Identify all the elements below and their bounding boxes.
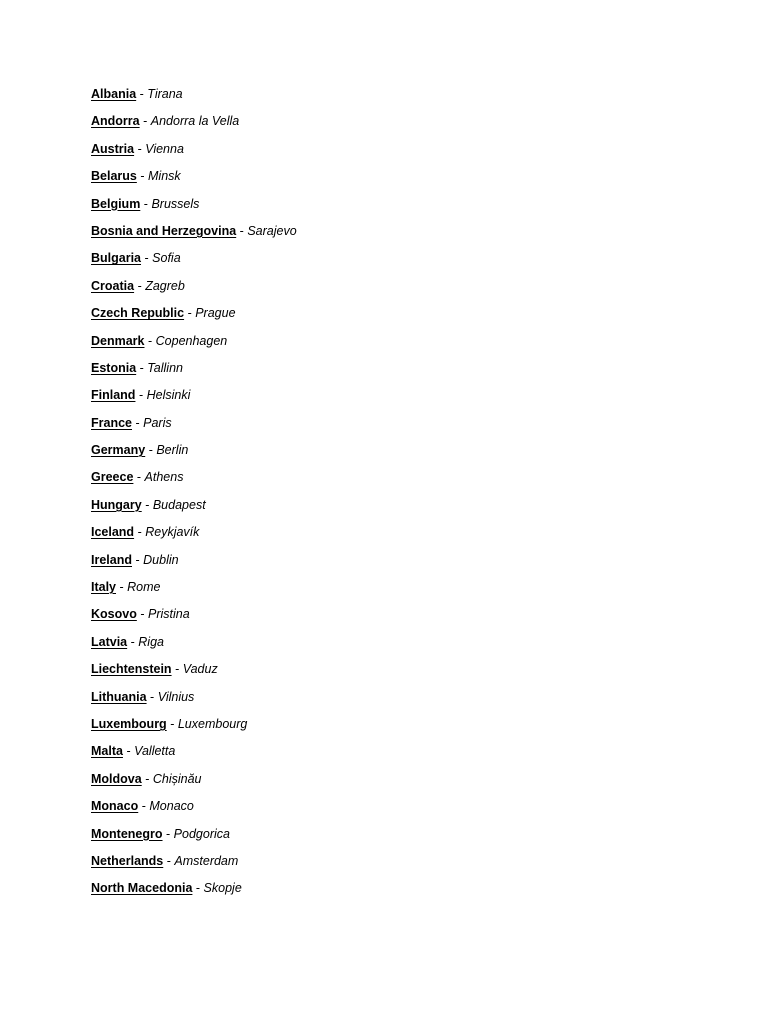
capital-name: Skopje (203, 881, 242, 896)
separator: - (175, 662, 180, 677)
list-item (91, 633, 297, 660)
country-link[interactable]: Finland (91, 388, 136, 403)
capital-name: Luxembourg (177, 716, 248, 731)
separator: - (130, 634, 135, 649)
separator: - (195, 881, 201, 896)
country-link[interactable]: Lithuania (91, 689, 147, 704)
list-item (91, 140, 297, 167)
country-link[interactable]: Germany (91, 443, 146, 458)
country-link[interactable]: Netherlands (91, 853, 164, 868)
country-link[interactable]: Albania (91, 87, 137, 101)
country-link[interactable]: Malta (91, 744, 123, 759)
list-item (91, 277, 297, 304)
capital-name: Berlin (156, 443, 189, 458)
separator: - (135, 552, 140, 567)
country-link[interactable]: France (91, 415, 132, 430)
capital-name: Vaduz (182, 662, 218, 677)
list-item (91, 825, 297, 852)
list-item (91, 688, 297, 715)
separator: - (140, 607, 145, 622)
capital-name: Chișinău (152, 771, 202, 786)
separator: - (137, 278, 142, 293)
separator: - (170, 716, 175, 731)
country-link[interactable]: Denmark (91, 333, 145, 348)
list-item (91, 85, 297, 112)
list-item (91, 386, 297, 413)
separator: - (119, 580, 124, 595)
separator: - (139, 87, 144, 101)
capital-name: Brussels (151, 196, 200, 211)
capital-name: Pristina (147, 607, 190, 622)
list-item (91, 523, 297, 550)
capital-name: Andorra la Vella (150, 114, 240, 129)
list-item (91, 879, 297, 906)
country-link[interactable]: Latvia (91, 634, 128, 649)
capital-name: Sofia (152, 251, 181, 266)
country-link[interactable]: Italy (91, 580, 117, 595)
list-item (91, 496, 297, 523)
capital-name: Zagreb (145, 278, 185, 293)
country-link[interactable]: Belarus (91, 169, 137, 184)
country-capital-list (91, 85, 297, 907)
capital-name: Prague (195, 306, 236, 321)
separator: - (135, 415, 140, 430)
separator: - (138, 388, 144, 403)
capital-name: Vienna (145, 141, 184, 156)
country-link[interactable]: Greece (91, 470, 134, 485)
country-link[interactable]: Ireland (91, 552, 132, 567)
list-item (91, 359, 297, 386)
capital-name: Podgorica (173, 826, 230, 841)
list-item (91, 605, 297, 632)
list-item (91, 332, 297, 359)
separator: - (137, 141, 142, 156)
list-item (91, 660, 297, 687)
list-item (91, 770, 297, 797)
list-item (91, 222, 297, 249)
separator: - (148, 443, 153, 458)
capital-name: Budapest (152, 497, 206, 512)
separator: - (166, 826, 171, 841)
capital-name: Copenhagen (155, 333, 228, 348)
list-item (91, 112, 297, 139)
capital-name: Vilnius (157, 689, 195, 704)
list-item (91, 578, 297, 605)
list-item (91, 195, 297, 222)
separator: - (144, 251, 149, 266)
list-item (91, 715, 297, 742)
capital-name: Sarajevo (247, 223, 297, 238)
country-link[interactable]: Croatia (91, 278, 135, 293)
separator: - (141, 799, 146, 814)
capital-name: Helsinki (146, 388, 191, 403)
country-link[interactable]: Belgium (91, 196, 141, 211)
country-link[interactable]: Moldova (91, 771, 142, 786)
list-item (91, 852, 297, 879)
country-link[interactable]: Bosnia and Herzegovina (91, 223, 237, 238)
list-item (91, 249, 297, 276)
separator: - (140, 169, 145, 184)
capital-name: Minsk (148, 169, 181, 184)
country-link[interactable]: Monaco (91, 799, 139, 814)
separator: - (139, 360, 144, 375)
separator: - (145, 771, 150, 786)
separator: - (187, 306, 192, 321)
list-item (91, 441, 297, 468)
country-link[interactable]: Estonia (91, 360, 137, 375)
capital-name: Tirana (147, 87, 183, 101)
list-item (91, 468, 297, 495)
country-link[interactable]: Iceland (91, 525, 135, 540)
country-link[interactable]: Bulgaria (91, 251, 142, 266)
separator: - (239, 223, 244, 238)
list-item (91, 742, 297, 769)
capital-name: Riga (138, 634, 164, 649)
capital-name: Rome (127, 580, 161, 595)
list-item (91, 797, 297, 824)
capital-name: Valletta (134, 744, 176, 759)
capital-name: Monaco (149, 799, 194, 814)
country-link[interactable]: Austria (91, 141, 135, 156)
country-link[interactable]: Hungary (91, 497, 142, 512)
capital-name: Dublin (143, 552, 179, 567)
list-item (91, 304, 297, 331)
list-item (91, 551, 297, 578)
capital-name: Amsterdam (174, 853, 239, 868)
capital-name: Reykjavík (145, 525, 200, 540)
capital-name: Tallinn (147, 360, 183, 375)
separator: - (150, 689, 155, 704)
capital-name: Paris (143, 415, 172, 430)
country-link[interactable]: Kosovo (91, 607, 137, 622)
separator: - (137, 525, 142, 540)
separator: - (143, 114, 148, 129)
country-link[interactable]: Andorra (91, 114, 140, 129)
separator: - (126, 744, 131, 759)
separator: - (166, 853, 171, 868)
country-link[interactable]: Czech Republic (91, 306, 185, 321)
country-link[interactable]: Luxembourg (91, 716, 167, 731)
list-item (91, 414, 297, 441)
country-link[interactable]: Montenegro (91, 826, 163, 841)
country-link[interactable]: Liechtenstein (91, 662, 172, 677)
separator: - (145, 497, 150, 512)
list-item (91, 167, 297, 194)
separator: - (136, 470, 142, 485)
separator: - (143, 196, 148, 211)
country-link[interactable]: North Macedonia (91, 881, 193, 896)
capital-name: Athens (144, 470, 184, 485)
separator: - (147, 333, 153, 348)
